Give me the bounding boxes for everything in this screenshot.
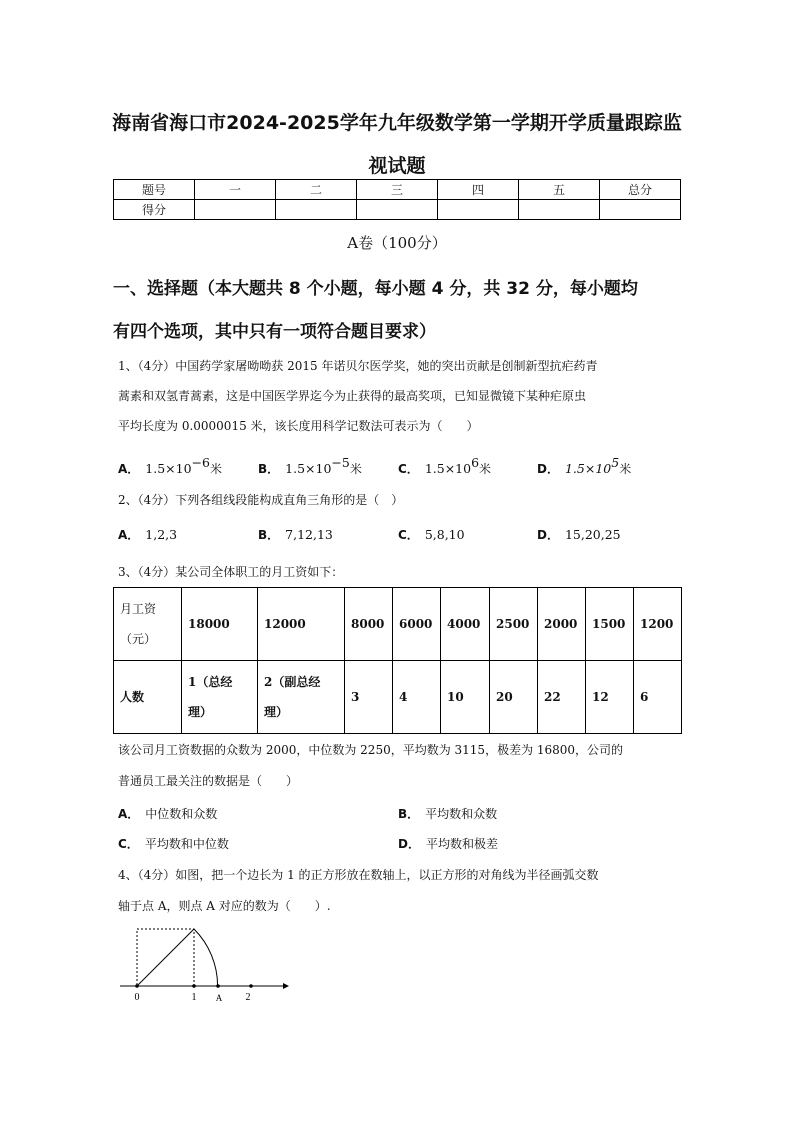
option-label: D． bbox=[537, 462, 559, 476]
q3-text-line2: 普通员工最关注的数据是（ ） bbox=[118, 774, 299, 788]
score-blank-cell bbox=[357, 200, 438, 220]
wage-cell: 4000 bbox=[441, 588, 490, 661]
headcount-row-label: 人数 bbox=[114, 661, 182, 734]
q3-option-a[interactable]: A． 中位数和众数 bbox=[118, 807, 218, 821]
wage-cell: 2500 bbox=[490, 588, 538, 661]
headcount-row bbox=[114, 661, 682, 734]
q4-stem-line2: 轴于点 A，则点 A 对应的数为（ ）. bbox=[118, 899, 331, 913]
point-0 bbox=[135, 984, 139, 988]
radius-arc bbox=[194, 929, 218, 986]
headcount-cell: 3 bbox=[345, 661, 393, 734]
option-label: B． bbox=[258, 462, 280, 476]
score-header-cell: 题号 bbox=[114, 180, 195, 200]
score-blank-cell bbox=[600, 200, 681, 220]
point-2 bbox=[249, 984, 253, 988]
q2-option-b[interactable]: B． 7,12,13 bbox=[258, 527, 333, 542]
q1-option-c[interactable]: C． $1.5\times 10^6$米 bbox=[398, 455, 492, 476]
score-table-header-row bbox=[114, 180, 681, 200]
q1-stem-line3: 平均长度为 0.0000015 米，该长度用科学记数法可表示为（ ） bbox=[118, 419, 479, 433]
option-label: A． bbox=[118, 528, 140, 542]
headcount-cell: 22 bbox=[538, 661, 586, 734]
document-title-line1: 海南省海口市2024-2025学年九年级数学第一学期开学质量跟踪监 bbox=[112, 112, 682, 134]
square-diagonal bbox=[137, 929, 194, 986]
option-label: A． bbox=[118, 462, 140, 476]
headcount-cell: 10 bbox=[441, 661, 490, 734]
q2-option-d[interactable]: D． 15,20,25 bbox=[537, 527, 621, 542]
headcount-cell: 4 bbox=[393, 661, 441, 734]
wage-row bbox=[114, 588, 682, 661]
q4-stem-line1: 4、（4分）如图，把一个边长为 1 的正方形放在数轴上，以正方形的对角线为半径画弧交数 bbox=[118, 868, 599, 882]
q3-text-line1: 该公司月工资数据的众数为 2000，中位数为 2250，平均数为 3115，极差为 16800，公司的 bbox=[118, 743, 624, 757]
score-blank-cell bbox=[276, 200, 357, 220]
score-header-cell: 二 bbox=[276, 180, 357, 200]
part1-heading-line1: 一、选择题（本大题共 8 个小题，每小题 4 分，共 32 分，每小题均 bbox=[113, 279, 638, 299]
wage-cell: 1200 bbox=[634, 588, 682, 661]
number-line-figure bbox=[115, 922, 290, 1004]
score-header-cell: 三 bbox=[357, 180, 438, 200]
wage-row-label: 月工资 （元） bbox=[114, 588, 182, 661]
wage-cell: 1500 bbox=[586, 588, 634, 661]
part1-heading-line2: 有四个选项，其中只有一项符合题目要求） bbox=[113, 322, 436, 342]
option-label: B． bbox=[398, 807, 420, 821]
label-1: 1 bbox=[191, 992, 197, 1003]
score-table bbox=[113, 179, 681, 220]
q3-option-c[interactable]: C． 平均数和中位数 bbox=[118, 837, 229, 851]
score-blank-cell bbox=[195, 200, 276, 220]
score-header-cell: 四 bbox=[438, 180, 519, 200]
option-label: D． bbox=[398, 837, 420, 851]
q1-option-d[interactable]: D． $1.5\times 10^5$米 bbox=[537, 455, 632, 476]
document-title-line2: 视试题 bbox=[368, 155, 426, 177]
headcount-cell: 12 bbox=[586, 661, 634, 734]
q2-option-a[interactable]: A． 1,2,3 bbox=[118, 527, 178, 542]
q1-option-a[interactable]: A． $1.5\times 10^{-6}$米 bbox=[118, 455, 223, 476]
wage-table bbox=[113, 587, 682, 734]
point-a bbox=[216, 984, 220, 988]
label-0: 0 bbox=[134, 992, 140, 1003]
score-header-cell: 五 bbox=[519, 180, 600, 200]
headcount-cell: 2（副总经 理） bbox=[258, 661, 345, 734]
option-label: B． bbox=[258, 528, 280, 542]
wage-cell: 12000 bbox=[258, 588, 345, 661]
option-label: C． bbox=[398, 462, 419, 476]
axis-arrow bbox=[283, 983, 289, 989]
score-table-score-row bbox=[114, 200, 681, 220]
option-label: A． bbox=[118, 807, 140, 821]
label-a: A bbox=[215, 993, 223, 1003]
score-row-label: 得分 bbox=[114, 200, 195, 220]
q1-stem-line2: 蒿素和双氢青蒿素，这是中国医学界迄今为止获得的最高奖项，已知显微镜下某种疟原虫 bbox=[118, 389, 587, 403]
option-label: C． bbox=[118, 837, 139, 851]
headcount-cell: 6 bbox=[634, 661, 682, 734]
score-header-cell: 总分 bbox=[600, 180, 681, 200]
score-header-cell: 一 bbox=[195, 180, 276, 200]
q2-option-c[interactable]: C． 5,8,10 bbox=[398, 527, 465, 542]
score-blank-cell bbox=[519, 200, 600, 220]
q3-option-d[interactable]: D． 平均数和极差 bbox=[398, 837, 498, 851]
wage-cell: 8000 bbox=[345, 588, 393, 661]
q1-stem-line1: 1、（4分）中国药学家屠呦呦获 2015 年诺贝尔医学奖，她的突出贡献是创制新型抗疟药青 bbox=[118, 359, 598, 373]
headcount-cell: 1（总经 理） bbox=[182, 661, 258, 734]
point-1 bbox=[192, 984, 196, 988]
q2-stem: 2、（4分）下列各组线段能构成直角三角形的是（ ） bbox=[118, 493, 404, 507]
label-2: 2 bbox=[245, 992, 251, 1003]
wage-cell: 18000 bbox=[182, 588, 258, 661]
q1-option-b[interactable]: B． $1.5\times 10^{-5}$米 bbox=[258, 455, 362, 476]
section-a-heading: A卷（100分） bbox=[347, 234, 447, 252]
headcount-cell: 20 bbox=[490, 661, 538, 734]
wage-cell: 6000 bbox=[393, 588, 441, 661]
q3-option-b[interactable]: B． 平均数和众数 bbox=[398, 807, 498, 821]
q3-stem: 3、（4分）某公司全体职工的月工资如下： bbox=[118, 565, 344, 579]
option-label: D． bbox=[537, 528, 559, 542]
score-blank-cell bbox=[438, 200, 519, 220]
option-label: C． bbox=[398, 528, 419, 542]
wage-cell: 2000 bbox=[538, 588, 586, 661]
